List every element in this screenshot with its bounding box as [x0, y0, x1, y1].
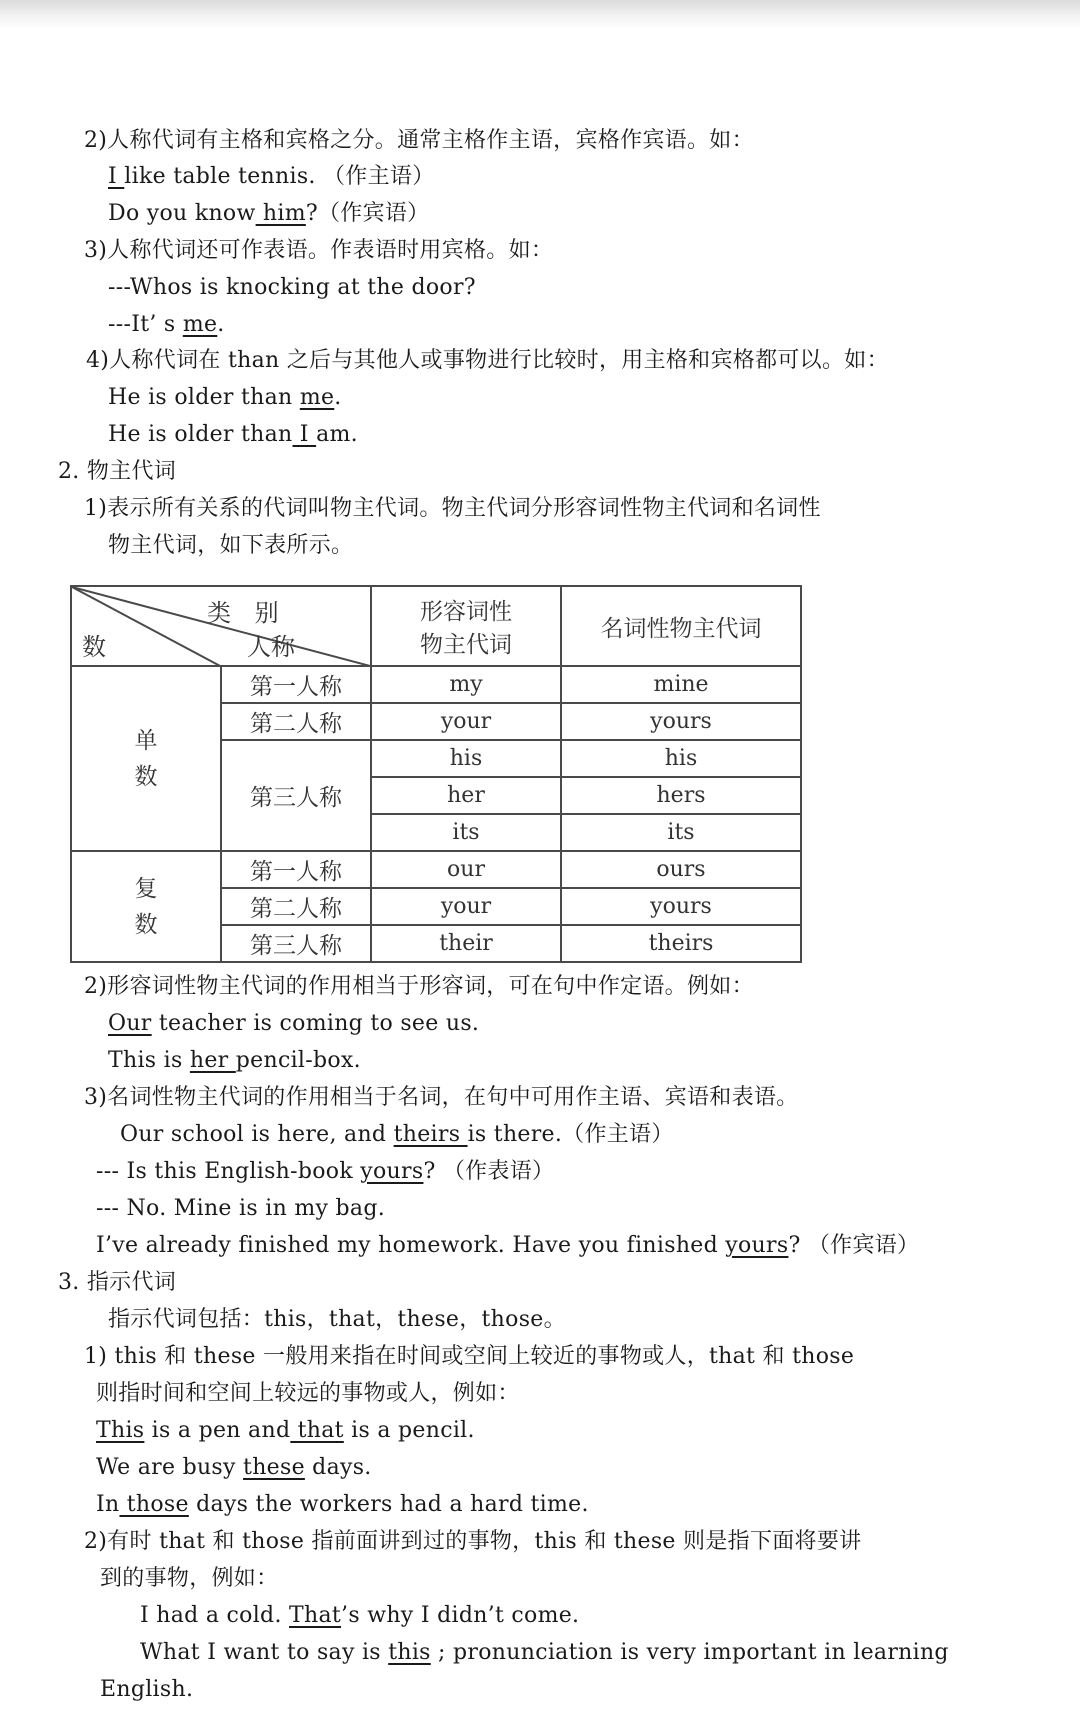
underlined-word: those	[119, 1492, 189, 1517]
text-run: 2)形容词性物主代词的作用相当于形容词，可在句中作定语。例如：	[84, 974, 754, 999]
underlined-word: that	[290, 1418, 344, 1443]
text-run: Our school is here, and	[120, 1122, 394, 1147]
corner-label-category: 类 别	[207, 599, 287, 627]
noun-possessive-cell: hers	[561, 777, 801, 814]
text-run: days.	[304, 1455, 372, 1480]
text-line	[84, 1527, 861, 1557]
text-run: teacher is coming to see us.	[151, 1011, 480, 1036]
underlined-word: This	[96, 1418, 145, 1443]
text-line	[108, 1009, 479, 1039]
text-line	[120, 1120, 674, 1150]
text-line	[84, 126, 754, 156]
text-run: He is older than	[108, 385, 300, 410]
person-label: 第三人称	[221, 740, 371, 851]
text-run: 指示代词包括：this，that，these，those。	[108, 1307, 566, 1332]
text-line	[108, 199, 429, 229]
text-line	[96, 1231, 919, 1261]
adjective-possessive-cell: your	[371, 888, 561, 925]
text-run: Do you know	[108, 201, 256, 226]
text-line	[108, 531, 353, 561]
underlined-word: yours	[360, 1159, 424, 1184]
text-run: In	[96, 1492, 120, 1517]
text-run: ? （作宾语）	[788, 1233, 920, 1258]
text-run: 则指时间和空间上较远的事物或人，例如：	[96, 1381, 520, 1406]
person-label: 第一人称	[221, 666, 371, 703]
text-line	[100, 1675, 193, 1705]
text-line	[96, 1157, 554, 1187]
text-line	[108, 1305, 566, 1335]
text-line	[140, 1638, 949, 1668]
text-line	[84, 1083, 798, 1113]
text-run: .	[217, 312, 225, 337]
corner-label-person: 人称	[247, 633, 295, 661]
text-run: .	[334, 385, 342, 410]
underlined-word: That	[289, 1603, 342, 1628]
text-run: 3. 指示代词	[58, 1270, 177, 1295]
noun-possessive-cell: yours	[561, 888, 801, 925]
underlined-word: theirs	[393, 1122, 468, 1147]
text-line	[58, 457, 176, 487]
adjective-possessive-cell: their	[371, 925, 561, 962]
underlined-word: yours	[725, 1233, 789, 1258]
text-line	[84, 972, 754, 1002]
text-run: 到的事物，例如：	[100, 1566, 279, 1591]
text-line	[58, 1268, 176, 1298]
underlined-word: these	[243, 1455, 305, 1480]
text-run: We are busy	[96, 1455, 244, 1480]
noun-possessive-cell: his	[561, 740, 801, 777]
group-singular: 单 数	[71, 666, 221, 851]
underlined-word: me	[182, 312, 218, 337]
text-run: like table tennis. （作主语）	[124, 164, 435, 189]
text-run: ?（作宾语）	[305, 201, 430, 226]
text-run: He is older than	[108, 422, 293, 447]
text-run: is there.（作主语）	[467, 1122, 674, 1147]
text-line	[84, 1342, 854, 1372]
person-label: 第三人称	[221, 925, 371, 962]
person-label: 第二人称	[221, 703, 371, 740]
text-run: 1)表示所有关系的代词叫物主代词。物主代词分形容词性物主代词和名词性	[84, 496, 821, 521]
underlined-word: I	[108, 164, 125, 189]
corner-label-number: 数	[82, 633, 106, 661]
text-line	[108, 1046, 361, 1076]
text-run: What I want to say is	[140, 1640, 389, 1665]
text-run: ---Whos is knocking at the door?	[108, 275, 476, 300]
text-run: 2)人称代词有主格和宾格之分。通常主格作主语，宾格作宾语。如：	[84, 128, 754, 153]
underlined-word: this	[388, 1640, 431, 1665]
text-run: days the workers had a hard time.	[188, 1492, 589, 1517]
adjective-possessive-cell: my	[371, 666, 561, 703]
text-run: English.	[100, 1677, 194, 1702]
noun-possessive-cell: theirs	[561, 925, 801, 962]
text-run: ---It’ s	[108, 312, 183, 337]
underlined-word: I	[292, 422, 317, 447]
noun-possessive-cell: its	[561, 814, 801, 851]
text-line	[140, 1601, 579, 1631]
underlined-word: her	[189, 1048, 236, 1073]
text-line	[96, 1453, 372, 1483]
header-adjective-possessive: 形容词性 物主代词	[371, 586, 561, 666]
noun-possessive-cell: ours	[561, 851, 801, 888]
text-run: 3)名词性物主代词的作用相当于名词，在句中可用作主语、宾语和表语。	[84, 1085, 799, 1110]
text-run: is a pencil.	[343, 1418, 475, 1443]
person-label: 第一人称	[221, 851, 371, 888]
noun-possessive-cell: yours	[561, 703, 801, 740]
text-run: I’ve already finished my homework. Have you finished	[96, 1233, 726, 1258]
person-label: 第二人称	[221, 888, 371, 925]
text-line	[96, 1416, 475, 1446]
adjective-possessive-cell: our	[371, 851, 561, 888]
text-run: pencil-box.	[235, 1048, 361, 1073]
text-line	[108, 383, 342, 413]
adjective-possessive-cell: her	[371, 777, 561, 814]
text-run: ’s why I didn’t come.	[341, 1603, 580, 1628]
text-line	[96, 1490, 589, 1520]
possessive-pronoun-table	[70, 585, 802, 963]
text-line	[84, 236, 553, 266]
text-line	[96, 1194, 385, 1224]
underlined-word: Our	[108, 1011, 152, 1036]
text-line	[108, 310, 225, 340]
underlined-word: him	[255, 201, 306, 226]
text-run: 1) this 和 these 一般用来指在时间或空间上较近的事物或人，that 和 those	[84, 1344, 855, 1369]
top-bar	[0, 0, 1080, 30]
underlined-word: me	[299, 385, 335, 410]
text-run: 3)人称代词还可作表语。作表语时用宾格。如：	[84, 238, 554, 263]
text-run: 4)人称代词在 than 之后与其他人或事物进行比较时，用主格和宾格都可以。如：	[86, 348, 889, 373]
adjective-possessive-cell: his	[371, 740, 561, 777]
text-run: --- No. Mine is in my bag.	[96, 1196, 386, 1221]
table-corner-cell	[71, 586, 371, 666]
text-run: am.	[316, 422, 358, 447]
text-line	[100, 1564, 278, 1594]
group-plural: 复 数	[71, 851, 221, 962]
text-line	[108, 420, 358, 450]
noun-possessive-cell: mine	[561, 666, 801, 703]
text-run: ; pronunciation is very important in learning	[430, 1640, 949, 1665]
text-run: 2)有时 that 和 those 指前面讲到过的事物，this 和 these 则是指下面将要讲	[84, 1529, 862, 1554]
text-run: is a pen and	[144, 1418, 291, 1443]
text-run: --- Is this English-book	[96, 1159, 361, 1184]
text-line	[108, 273, 476, 303]
text-line	[84, 494, 821, 524]
text-run: I had a cold.	[140, 1603, 290, 1628]
text-run: ? （作表语）	[423, 1159, 555, 1184]
header-noun-possessive: 名词性物主代词	[561, 586, 801, 666]
text-line	[96, 1379, 520, 1409]
text-run: 2. 物主代词	[58, 459, 177, 484]
text-line	[108, 162, 435, 192]
text-line	[86, 346, 889, 376]
adjective-possessive-cell: its	[371, 814, 561, 851]
adjective-possessive-cell: your	[371, 703, 561, 740]
text-run: 物主代词，如下表所示。	[108, 533, 354, 558]
text-run: This is	[108, 1048, 190, 1073]
